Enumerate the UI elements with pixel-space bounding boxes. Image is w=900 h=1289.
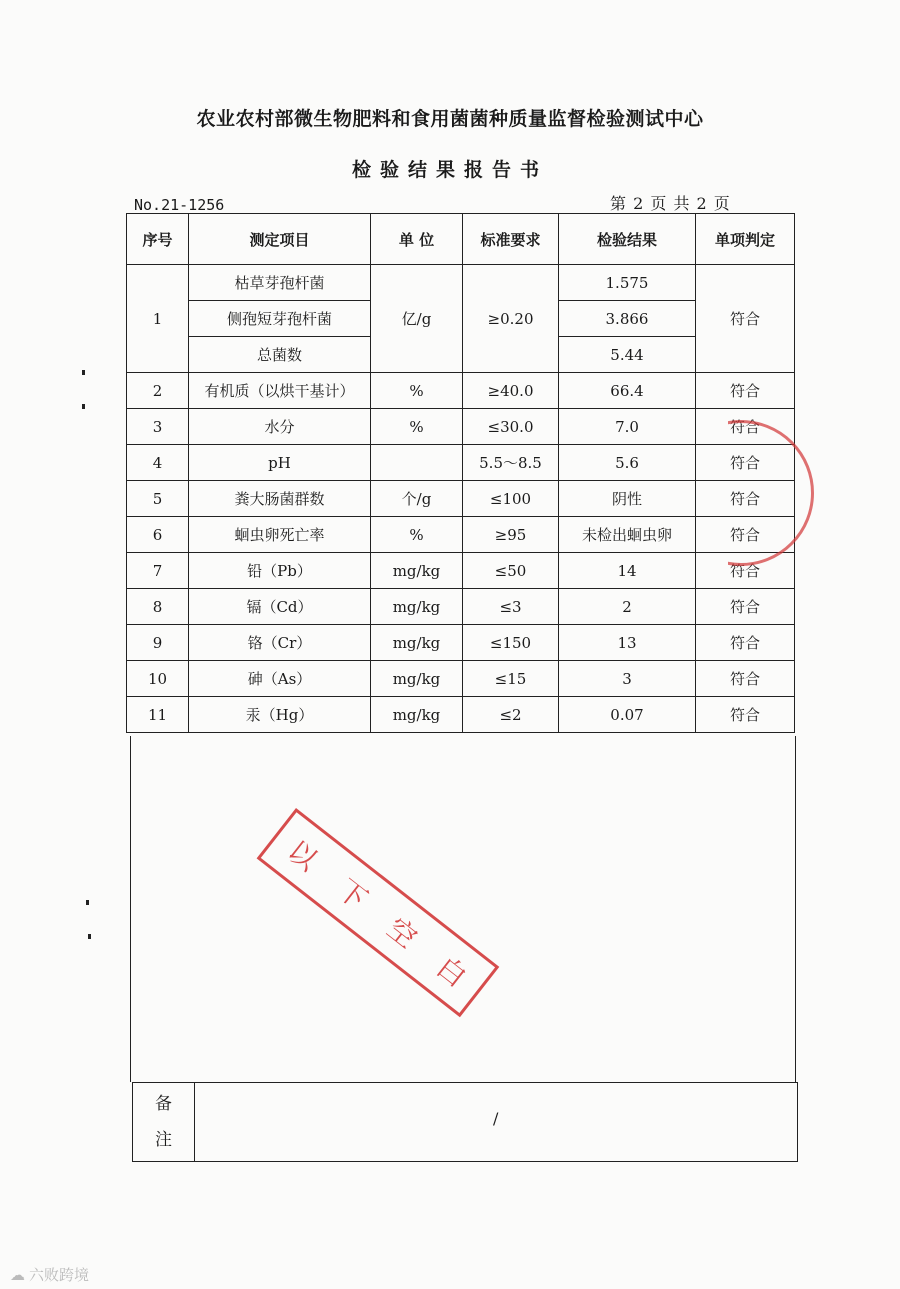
cell-result: 13 xyxy=(559,625,696,661)
cell-judgement: 符合 xyxy=(696,517,795,553)
table-row xyxy=(127,265,795,301)
stamp-char: 以 xyxy=(281,834,324,878)
cell-standard: ≥40.0 xyxy=(463,373,559,409)
stamp-char: 空 xyxy=(380,911,424,955)
cell-no: 7 xyxy=(127,553,189,589)
cell-item: 铬（Cr） xyxy=(189,625,371,661)
watermark xyxy=(10,1264,89,1285)
report-number: No.21-1256 xyxy=(134,196,225,214)
cell-item: 粪大肠菌群数 xyxy=(189,481,371,517)
remarks-label-char: 注 xyxy=(155,1130,172,1150)
margin-mark xyxy=(82,404,85,409)
cell-result: 阴性 xyxy=(559,481,696,517)
cell-item: 蛔虫卵死亡率 xyxy=(189,517,371,553)
table-row xyxy=(127,445,795,481)
cell-item: 砷（As） xyxy=(189,661,371,697)
cell-item: 有机质（以烘干基计） xyxy=(189,373,371,409)
remarks-content: / xyxy=(493,1109,499,1128)
cell-judgement: 符合 xyxy=(696,589,795,625)
col-header-unit: 单 位 xyxy=(371,214,463,265)
cell-no: 10 xyxy=(127,661,189,697)
cell-judgement: 符合 xyxy=(696,697,795,733)
cell-result: 未检出蛔虫卵 xyxy=(559,517,696,553)
cell-no: 8 xyxy=(127,589,189,625)
table-row xyxy=(127,661,795,697)
cell-judgement: 符合 xyxy=(696,661,795,697)
cell-judgement: 符合 xyxy=(696,445,795,481)
cell-judgement: 符合 xyxy=(696,373,795,409)
stamp-char: 下 xyxy=(331,872,374,917)
table-row xyxy=(127,481,795,517)
table-row xyxy=(127,373,795,409)
cell-standard: ≥95 xyxy=(463,517,559,553)
cell-standard: ≤150 xyxy=(463,625,559,661)
cell-result: 5.44 xyxy=(559,337,696,373)
cell-judgement: 符合 xyxy=(696,409,795,445)
cell-unit: % xyxy=(371,517,463,553)
table-row xyxy=(127,625,795,661)
page-indicator: 第 2 页 共 2 页 xyxy=(610,194,731,213)
col-header-result: 检验结果 xyxy=(559,214,696,265)
cell-unit: % xyxy=(371,409,463,445)
watermark-text: 六败跨境 xyxy=(29,1266,90,1284)
stamp-char: 白 xyxy=(430,950,473,994)
cell-unit: 个/g xyxy=(371,481,463,517)
cell-item: 汞（Hg） xyxy=(189,697,371,733)
cell-result: 0.07 xyxy=(559,697,696,733)
cell-standard: ≤50 xyxy=(463,553,559,589)
remarks-box xyxy=(132,1082,798,1162)
cell-unit: mg/kg xyxy=(371,661,463,697)
margin-mark xyxy=(86,900,89,905)
col-header-no: 序号 xyxy=(127,214,189,265)
cell-result: 3.866 xyxy=(559,301,696,337)
cell-standard: ≤100 xyxy=(463,481,559,517)
cell-no: 5 xyxy=(127,481,189,517)
cell-judgement: 符合 xyxy=(696,553,795,589)
cell-standard: ≤15 xyxy=(463,661,559,697)
cell-standard: ≤3 xyxy=(463,589,559,625)
cell-standard: ≤30.0 xyxy=(463,409,559,445)
cell-item: 水分 xyxy=(189,409,371,445)
cell-result: 3 xyxy=(559,661,696,697)
cell-no: 3 xyxy=(127,409,189,445)
col-header-item: 测定项目 xyxy=(189,214,371,265)
cell-result: 5.6 xyxy=(559,445,696,481)
cell-no: 11 xyxy=(127,697,189,733)
table-row xyxy=(127,553,795,589)
remarks-label-char: 备 xyxy=(155,1094,172,1114)
cell-no: 1 xyxy=(127,265,189,373)
cell-no: 2 xyxy=(127,373,189,409)
document-title: 检验结果报告书 xyxy=(351,159,548,181)
cell-item: 侧孢短芽孢杆菌 xyxy=(189,301,371,337)
cell-unit: 亿/g xyxy=(371,265,463,373)
cell-unit: mg/kg xyxy=(371,625,463,661)
cell-result: 7.0 xyxy=(559,409,696,445)
cell-judgement: 符合 xyxy=(696,625,795,661)
cell-judgement: 符合 xyxy=(696,265,795,373)
table-row xyxy=(127,517,795,553)
org-title: 农业农村部微生物肥料和食用菌菌种质量监督检验测试中心 xyxy=(196,108,704,130)
cell-result: 1.575 xyxy=(559,265,696,301)
cell-unit: mg/kg xyxy=(371,553,463,589)
blank-area xyxy=(130,736,796,1082)
table-header-row xyxy=(127,214,795,265)
cell-standard: 5.5～8.5 xyxy=(463,445,559,481)
col-header-standard: 标准要求 xyxy=(463,214,559,265)
margin-mark xyxy=(88,934,91,939)
cell-result: 2 xyxy=(559,589,696,625)
cell-result: 66.4 xyxy=(559,373,696,409)
cell-standard: ≥0.20 xyxy=(463,265,559,373)
cell-unit: mg/kg xyxy=(371,697,463,733)
remarks-label xyxy=(133,1083,195,1161)
cell-no: 4 xyxy=(127,445,189,481)
cell-item: 铅（Pb） xyxy=(189,553,371,589)
cell-no: 6 xyxy=(127,517,189,553)
cell-judgement: 符合 xyxy=(696,481,795,517)
results-table xyxy=(126,213,795,733)
table-row xyxy=(127,589,795,625)
cell-unit xyxy=(371,445,463,481)
cell-unit: mg/kg xyxy=(371,589,463,625)
cell-item: pH xyxy=(189,445,371,481)
cell-unit: % xyxy=(371,373,463,409)
chat-bubble-icon: ☁ xyxy=(10,1265,25,1284)
cell-item: 镉（Cd） xyxy=(189,589,371,625)
cell-standard: ≤2 xyxy=(463,697,559,733)
margin-mark xyxy=(82,370,85,375)
col-header-judgement: 单项判定 xyxy=(696,214,795,265)
cell-no: 9 xyxy=(127,625,189,661)
table-row xyxy=(127,697,795,733)
cell-item: 总菌数 xyxy=(189,337,371,373)
table-row xyxy=(127,409,795,445)
cell-item: 枯草芽孢杆菌 xyxy=(189,265,371,301)
cell-result: 14 xyxy=(559,553,696,589)
